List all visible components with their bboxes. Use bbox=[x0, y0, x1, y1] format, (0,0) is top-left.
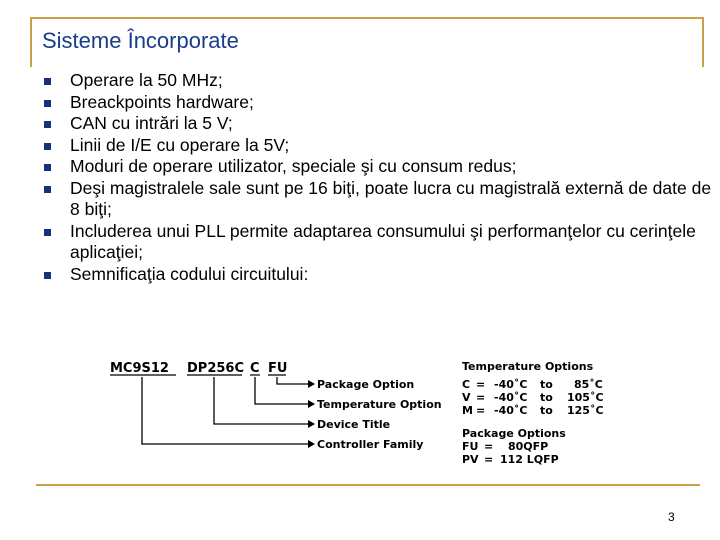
bullet-item: Semnificaţia codului circuitului: bbox=[40, 264, 720, 286]
label-package-option: Package Option bbox=[317, 378, 415, 391]
right-frame-line bbox=[702, 17, 704, 67]
svg-text:to: to bbox=[540, 391, 553, 404]
arrow-icon bbox=[308, 440, 315, 448]
bullet-item: Linii de I/E cu operare la 5V; bbox=[40, 135, 720, 157]
svg-text:80QFP: 80QFP bbox=[508, 440, 549, 453]
svg-text:105˚C: 105˚C bbox=[567, 391, 604, 404]
square-bullet-icon bbox=[44, 78, 51, 85]
svg-text:125˚C: 125˚C bbox=[567, 404, 604, 417]
arrow-icon bbox=[308, 400, 315, 408]
bottom-frame-line bbox=[36, 484, 700, 486]
svg-text:C: C bbox=[462, 378, 471, 391]
package-options-table bbox=[462, 440, 559, 466]
code-device: DP256C bbox=[187, 361, 244, 376]
svg-text:-40˚C: -40˚C bbox=[494, 391, 528, 404]
arrow-icon bbox=[308, 420, 315, 428]
top-frame-line bbox=[30, 17, 704, 19]
svg-text:-40˚C: -40˚C bbox=[494, 378, 528, 391]
square-bullet-icon bbox=[44, 186, 51, 193]
svg-text:M: M bbox=[462, 404, 473, 417]
part-code-diagram bbox=[110, 355, 620, 470]
square-bullet-icon bbox=[44, 229, 51, 236]
square-bullet-icon bbox=[44, 121, 51, 128]
svg-text:=: = bbox=[476, 391, 486, 404]
arrow-icon bbox=[308, 380, 315, 388]
label-temperature-option: Temperature Option bbox=[317, 398, 442, 411]
page-number: 3 bbox=[668, 510, 675, 524]
code-package: FU bbox=[268, 361, 288, 376]
package-options-heading: Package Options bbox=[462, 427, 566, 440]
svg-text:=: = bbox=[484, 440, 494, 453]
bullet-item: Operare la 50 MHz; bbox=[40, 70, 720, 92]
code-temperature: C bbox=[250, 361, 260, 376]
svg-text:V: V bbox=[462, 391, 471, 404]
bullet-list bbox=[40, 70, 720, 285]
svg-text:85˚C: 85˚C bbox=[574, 378, 603, 391]
bullet-item: Breackpoints hardware; bbox=[40, 92, 720, 114]
bullet-item: Moduri de operare utilizator, speciale şi cu consum redus; bbox=[40, 156, 720, 178]
svg-text:=: = bbox=[484, 453, 494, 466]
svg-text:PV: PV bbox=[462, 453, 479, 466]
label-controller-family: Controller Family bbox=[317, 438, 424, 451]
square-bullet-icon bbox=[44, 164, 51, 171]
svg-text:=: = bbox=[476, 404, 486, 417]
square-bullet-icon bbox=[44, 143, 51, 150]
bullet-item: Includerea unui PLL permite adaptarea consumului şi performanţelor cu cerinţele aplicaţiei; bbox=[40, 221, 720, 264]
square-bullet-icon bbox=[44, 100, 51, 107]
connector-lines bbox=[142, 377, 308, 444]
slide-title: Sisteme Încorporate bbox=[42, 28, 239, 53]
code-family: MC9S12 bbox=[110, 361, 169, 376]
svg-text:-40˚C: -40˚C bbox=[494, 404, 528, 417]
svg-text:FU: FU bbox=[462, 440, 479, 453]
label-device-title: Device Title bbox=[317, 418, 391, 431]
svg-text:=: = bbox=[476, 378, 486, 391]
svg-text:to: to bbox=[540, 378, 553, 391]
bullet-item: Deşi magistralele sale sunt pe 16 biţi, poate lucra cu magistrală externă de date de 8 biţi; bbox=[40, 178, 720, 221]
temperature-options-table bbox=[462, 378, 604, 417]
arrowheads bbox=[308, 380, 315, 448]
square-bullet-icon bbox=[44, 272, 51, 279]
left-frame-line bbox=[30, 17, 32, 67]
bullet-item: CAN cu intrări la 5 V; bbox=[40, 113, 720, 135]
svg-text:to: to bbox=[540, 404, 553, 417]
temperature-options-heading: Temperature Options bbox=[462, 360, 594, 373]
svg-text:112 LQFP: 112 LQFP bbox=[500, 453, 559, 466]
